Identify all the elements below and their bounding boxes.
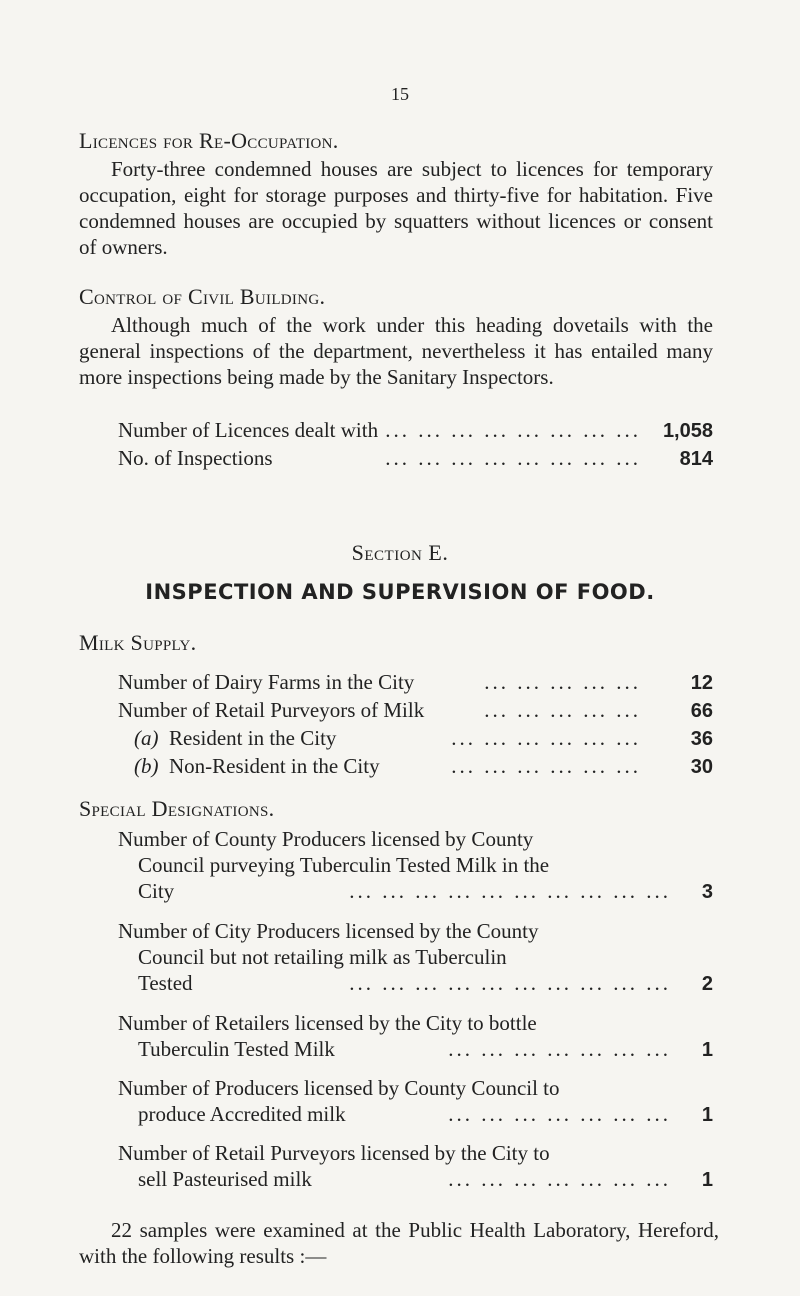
leader-dots: ... ... ... ... ... ... ... — [448, 1037, 671, 1061]
row-value: 30 — [690, 756, 713, 778]
leader-dots: ... ... ... ... ... — [484, 670, 641, 694]
row-value: 814 — [679, 448, 713, 470]
dairy-farms-row — [118, 670, 713, 695]
row-value: 36 — [690, 728, 713, 750]
designation-item: Number of Retailers licensed by the City to bottle Tuberculin Tested Milk ... ... ... ... ... ... ... 1 — [118, 1011, 713, 1061]
retail-purveyors-row — [118, 698, 713, 723]
leader-dots: ... ... ... ... ... ... — [451, 726, 641, 750]
civil-building-heading: Control of Civil Building. — [79, 284, 326, 309]
resident-row — [134, 726, 713, 751]
row-value: 2 — [701, 973, 713, 995]
row-value: 66 — [690, 700, 713, 722]
licences-dealt-row — [118, 418, 713, 443]
row-value: 1 — [701, 1039, 713, 1061]
leader-dots: ... ... ... ... ... ... ... ... ... ... — [349, 971, 671, 995]
milk-supply-heading: Milk Supply. — [79, 630, 197, 655]
row-label: Number of Licences dealt with — [118, 418, 379, 442]
row-label: Number of Dairy Farms in the City — [118, 670, 415, 694]
special-designations-heading: Special Designations. — [79, 796, 275, 821]
leader-dots: ... ... ... ... ... ... ... ... ... ... — [349, 879, 671, 903]
section-title: Section E. — [351, 540, 449, 565]
leader-dots: ... ... ... ... ... ... ... ... — [385, 418, 641, 442]
leader-dots: ... ... ... ... ... ... ... — [448, 1102, 671, 1126]
civil-building-paragraph: Although much of the work under this heading dovetails with the general inspections of the department, nevertheless it has entailed many more inspections being made by the Sanitary Inspectors. — [79, 313, 713, 389]
licences-paragraph: Forty-three condemned houses are subject to licences for temporary occupation, eight for storage purposes and thirty-five for habitation. Five condemned houses are occupied by squatters without licences or consent of owners. — [79, 157, 713, 259]
licences-heading: Licences for Re-Occupation. — [79, 128, 339, 153]
leader-dots: ... ... ... ... ... ... — [451, 754, 641, 778]
row-value: 12 — [690, 672, 713, 694]
row-value: 1 — [701, 1104, 713, 1126]
leader-dots: ... ... ... ... ... — [484, 698, 641, 722]
section-subtitle: INSPECTION AND SUPERVISION OF FOOD. — [145, 580, 655, 604]
designation-item: Number of City Producers licensed by the County Council but not retailing milk as Tuberculin Tested ... ... ... ... ... ... ... ... ... ... 2 — [118, 919, 713, 995]
row-label: (a) Resident in the City — [134, 726, 337, 750]
leader-dots: ... ... ... ... ... ... ... ... — [385, 446, 641, 470]
designation-item: Number of Retail Purveyors licensed by the City to sell Pasteurised milk ... ... ... ... ... ... ... 1 — [118, 1141, 713, 1191]
row-label: Number of Retail Purveyors of Milk — [118, 698, 425, 722]
row-value: 1,058 — [662, 420, 713, 442]
row-label: No. of Inspections — [118, 446, 273, 470]
page-number: 15 — [391, 84, 409, 104]
closing-paragraph: 22 samples were examined at the Public Health Laboratory, Hereford, with the following results :— — [79, 1218, 719, 1268]
row-value: 3 — [701, 881, 713, 903]
leader-dots: ... ... ... ... ... ... ... — [448, 1167, 671, 1191]
designation-item: Number of Producers licensed by County Council to produce Accredited milk ... ... ... ... ... ... ... 1 — [118, 1076, 713, 1126]
row-label: (b) Non-Resident in the City — [134, 754, 380, 778]
non-resident-row — [134, 754, 713, 779]
row-value: 1 — [701, 1169, 713, 1191]
inspections-row — [118, 446, 713, 471]
designation-item: Number of County Producers licensed by County Council purveying Tuberculin Tested Milk in the City ... ... ... ... ... ... ... ... ... ... 3 — [118, 827, 713, 903]
